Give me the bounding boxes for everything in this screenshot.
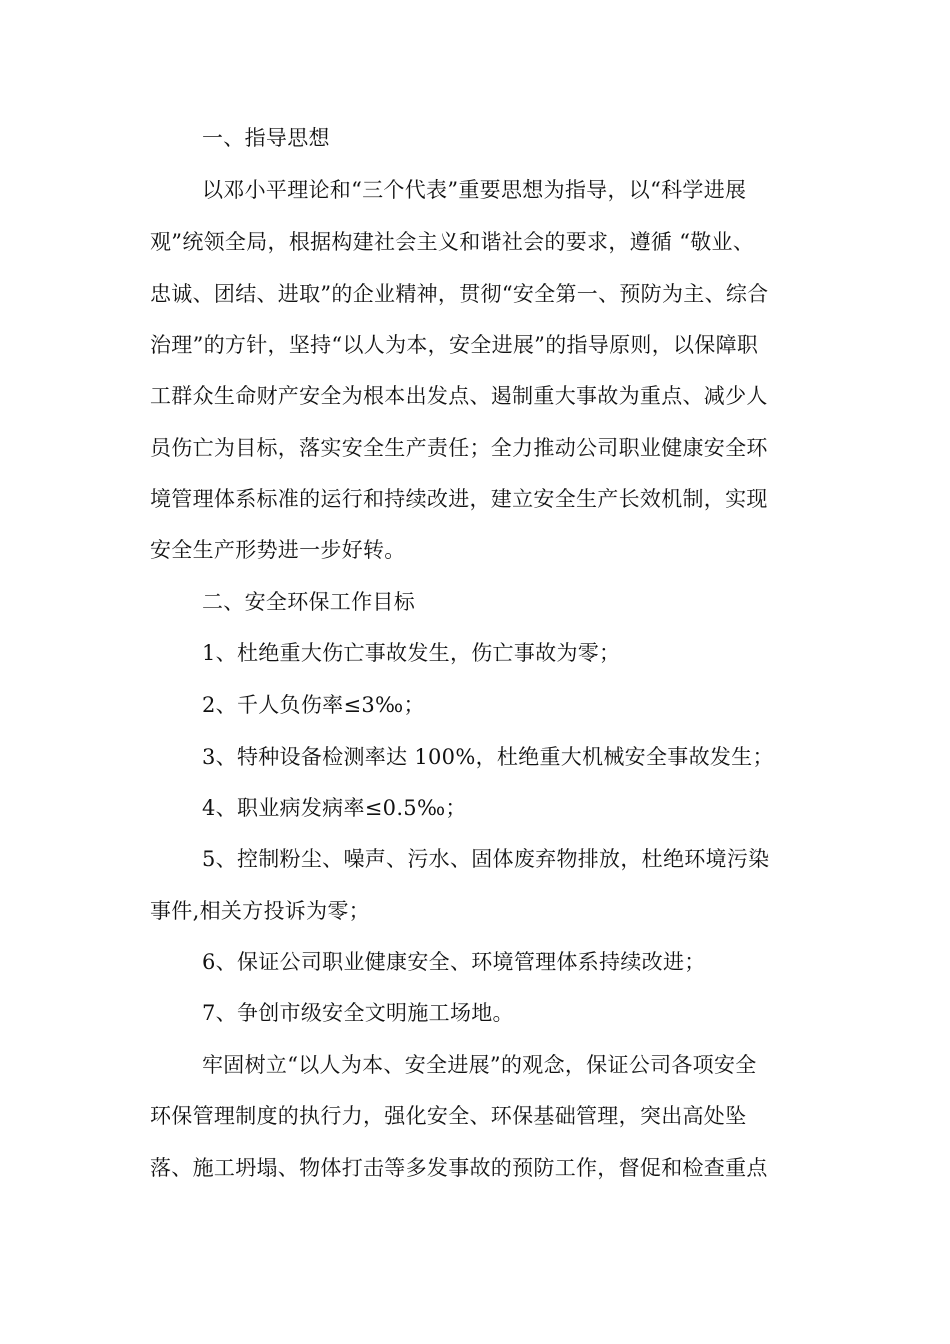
goal-item: 1、杜绝重大伤亡事故发生，伤亡事故为零； [202, 641, 621, 665]
goal-item: 3、特种设备检测率达 100%，杜绝重大机械安全事故发生； [202, 745, 774, 769]
heading-safety-goals: 二、安全环保工作目标 [202, 590, 415, 614]
goal-item: 7、争创市级安全文明施工场地。 [202, 1001, 514, 1025]
goal-item: 2、千人负伤率≤3‰； [202, 693, 425, 717]
paragraph-line: 环保管理制度的执行力，强化安全、环保基础管理，突出高处坠 [150, 1104, 747, 1128]
heading-guiding-ideology: 一、指导思想 [202, 126, 330, 150]
paragraph-line: 治理”的方针，坚持“以人为本，安全进展”的指导原则，以保障职 [150, 333, 759, 357]
paragraph-line: 观”统领全局，根据构建社会主义和谐社会的要求，遵循 “敬业、 [150, 230, 755, 254]
goal-item: 5、控制粉尘、噪声、污水、固体废弃物排放，杜绝环境污染 [202, 847, 770, 871]
paragraph-line: 忠诚、团结、进取”的企业精神，贯彻“安全第一、预防为主、综合 [150, 282, 769, 306]
paragraph-line: 员伤亡为目标，落实安全生产责任；全力推动公司职业健康安全环 [150, 436, 768, 460]
paragraph-line: 以邓小平理论和“三个代表”重要思想为指导，以“科学进展 [202, 178, 747, 202]
goal-item: 4、职业病发病率≤0.5‰； [202, 796, 467, 820]
goal-item-continuation: 事件,相关方投诉为零； [150, 899, 370, 923]
goal-item: 6、保证公司职业健康安全、环境管理体系持续改进； [202, 950, 706, 974]
paragraph-line: 落、施工坍塌、物体打击等多发事故的预防工作，督促和检查重点 [150, 1156, 768, 1180]
paragraph-line: 境管理体系标准的运行和持续改进，建立安全生产长效机制，实现 [150, 487, 768, 511]
paragraph-line: 牢固树立“以人为本、安全进展”的观念，保证公司各项安全 [202, 1053, 757, 1077]
paragraph-line: 安全生产形势进一步好转。 [150, 538, 406, 562]
paragraph-line: 工群众生命财产安全为根本出发点、遏制重大事故为重点、减少人 [150, 384, 768, 408]
